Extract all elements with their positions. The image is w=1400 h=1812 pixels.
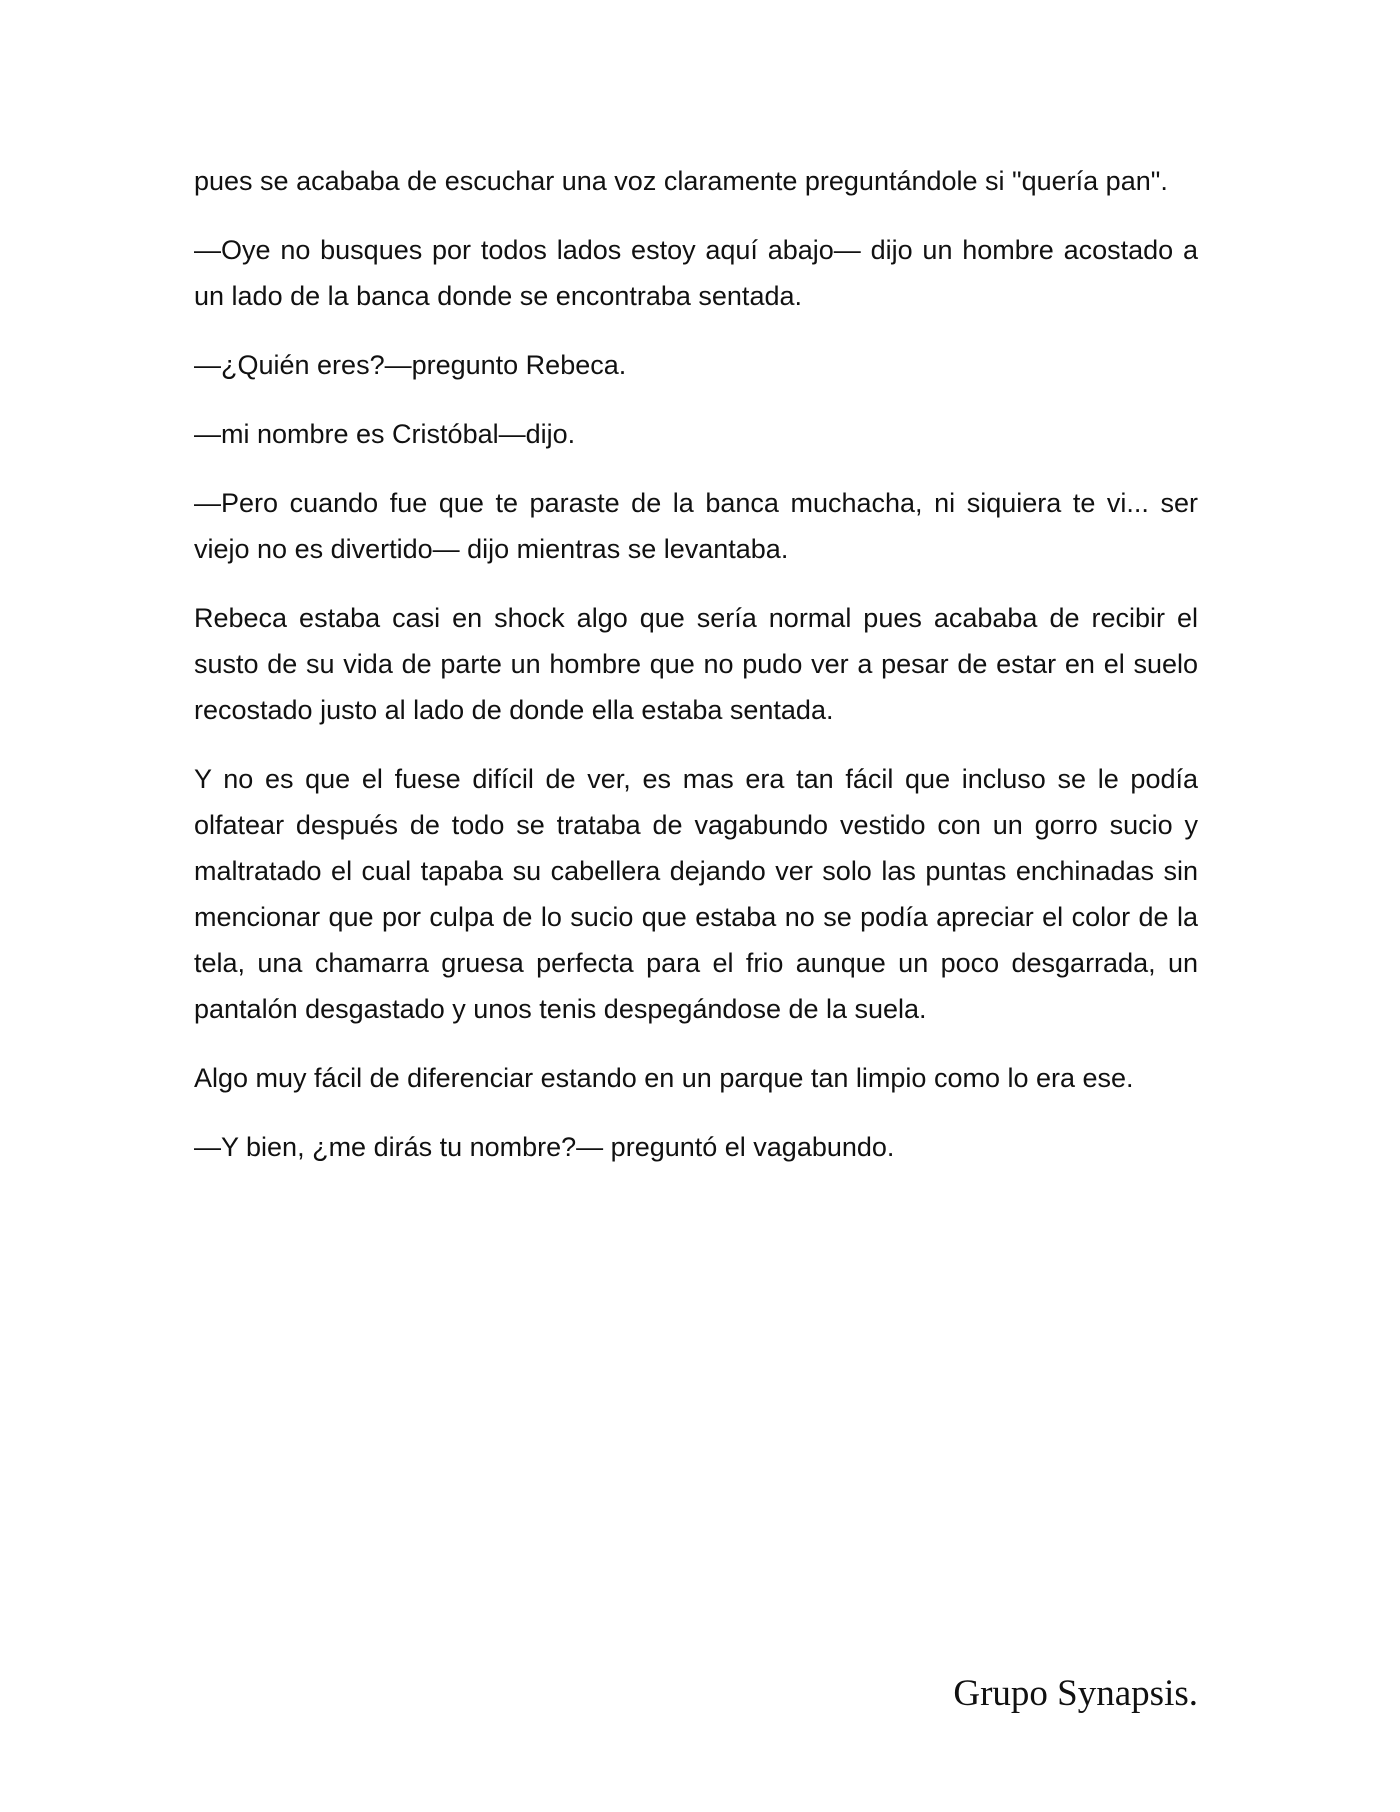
paragraph: —Oye no busques por todos lados estoy aquí abajo— dijo un hombre acostado a un lado de la banca donde se encontraba sentada. [194, 235, 1198, 311]
paragraph: —¿Quién eres?—pregunto Rebeca. [194, 350, 627, 380]
paragraph: —Pero cuando fue que te paraste de la banca muchacha, ni siquiera te vi... ser viejo no es divertido— dijo mientras se levantaba. [194, 488, 1198, 564]
footer-signature: Grupo Synapsis. [953, 1673, 1198, 1714]
body-text [194, 158, 1198, 1193]
paragraph: Y no es que el fuese difícil de ver, es mas era tan fácil que incluso se le podía olfatear después de todo se trataba de vagabundo vestido con un gorro sucio y maltratado el cual tapaba su cabellera dejando ver solo las puntas enchinadas sin mencionar que por culpa de lo sucio que estaba no se podía apreciar el color de la tela, una chamarra gruesa perfecta para el frio aunque un poco desgarrada, un pantalón desgastado y unos tenis despegándose de la suela. [194, 764, 1198, 1024]
paragraph: Rebeca estaba casi en shock algo que sería normal pues acababa de recibir el susto de su vida de parte un hombre que no pudo ver a pesar de estar en el suelo recostado justo al lado de donde ella estaba sentada. [194, 603, 1198, 725]
paragraph: pues se acababa de escuchar una voz claramente preguntándole si "quería pan". [194, 166, 1168, 196]
paragraph: Algo muy fácil de diferenciar estando en un parque tan limpio como lo era ese. [194, 1063, 1134, 1093]
paragraph: —mi nombre es Cristóbal—dijo. [194, 419, 576, 449]
paragraph: —Y bien, ¿me dirás tu nombre?— preguntó el vagabundo. [194, 1132, 895, 1162]
